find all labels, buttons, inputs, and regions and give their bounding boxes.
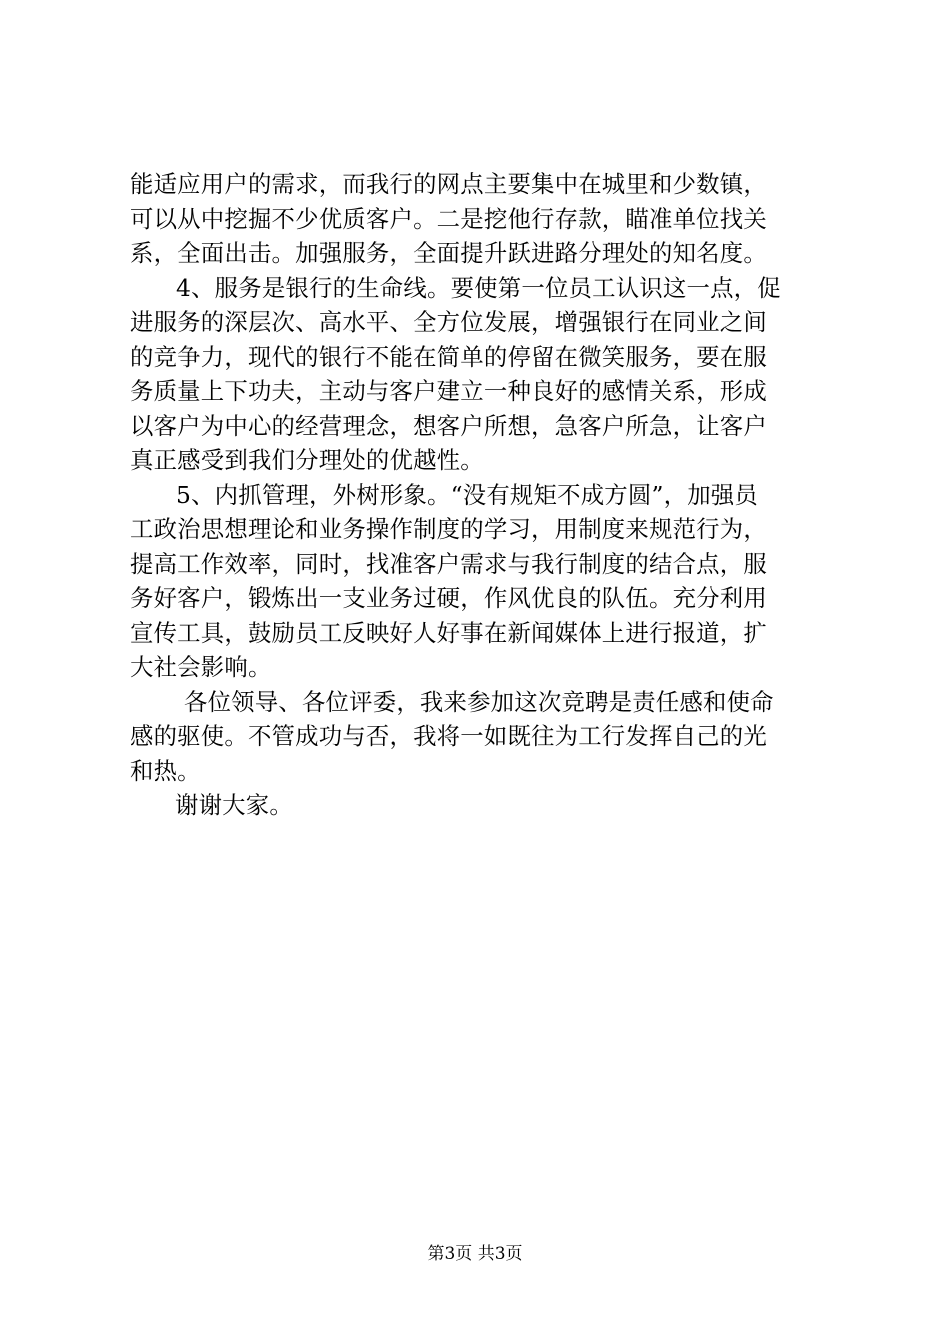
text-line: 进服务的深层次、高水平、全方位发展，增强银行在同业之间 xyxy=(130,308,767,336)
document-body xyxy=(130,167,830,823)
text-line: 可以从中挖掘不少优质客户。二是挖他行存款，瞄准单位找关 xyxy=(130,204,767,233)
text-line: 和热。 xyxy=(130,756,201,785)
text-line: 谢谢大家。 xyxy=(175,791,293,819)
text-line: 务质量上下功夫，主动与客户建立一种良好的感情关系，形成 xyxy=(130,377,767,405)
text-line: 工政治思想理论和业务操作制度的学习，用制度来规范行为， xyxy=(130,515,767,543)
text-line: 的竞争力，现代的银行不能在简单的停留在微笑服务，要在服 xyxy=(130,342,767,371)
text-line: 大社会影响。 xyxy=(130,653,272,681)
text-line: 以客户为中心的经营理念，想客户所想，急客户所急，让客户 xyxy=(130,411,767,440)
text-line: 宣传工具，鼓励员工反映好人好事在新闻媒体上进行报道，扩 xyxy=(130,618,767,647)
text-line: 提高工作效率，同时，找准客户需求与我行制度的结合点，服 xyxy=(130,549,767,578)
text-line: 真正感受到我们分理处的优越性。 xyxy=(130,446,484,474)
text-line: 能适应用户的需求，而我行的网点主要集中在城里和少数镇， xyxy=(130,170,767,198)
text-line: 感的驱使。不管成功与否，我将一如既往为工行发挥自己的光 xyxy=(130,722,767,750)
text-line: 务好客户，锻炼出一支业务过硬，作风优良的队伍。充分利用 xyxy=(130,584,767,612)
text-line: 系，全面出击。加强服务，全面提升跃进路分理处的知名度。 xyxy=(130,239,767,267)
text-line: 各位领导、各位评委，我来参加这次竞聘是责任感和使命 xyxy=(184,687,774,716)
text-line: 4、服务是银行的生命线。要使第一位员工认识这一点，促 xyxy=(176,273,781,302)
page-footer: 第3页 共3页 xyxy=(427,1244,523,1264)
text-line: 5、内抓管理，外树形象。“没有规矩不成方圆”，加强员 xyxy=(176,480,758,509)
